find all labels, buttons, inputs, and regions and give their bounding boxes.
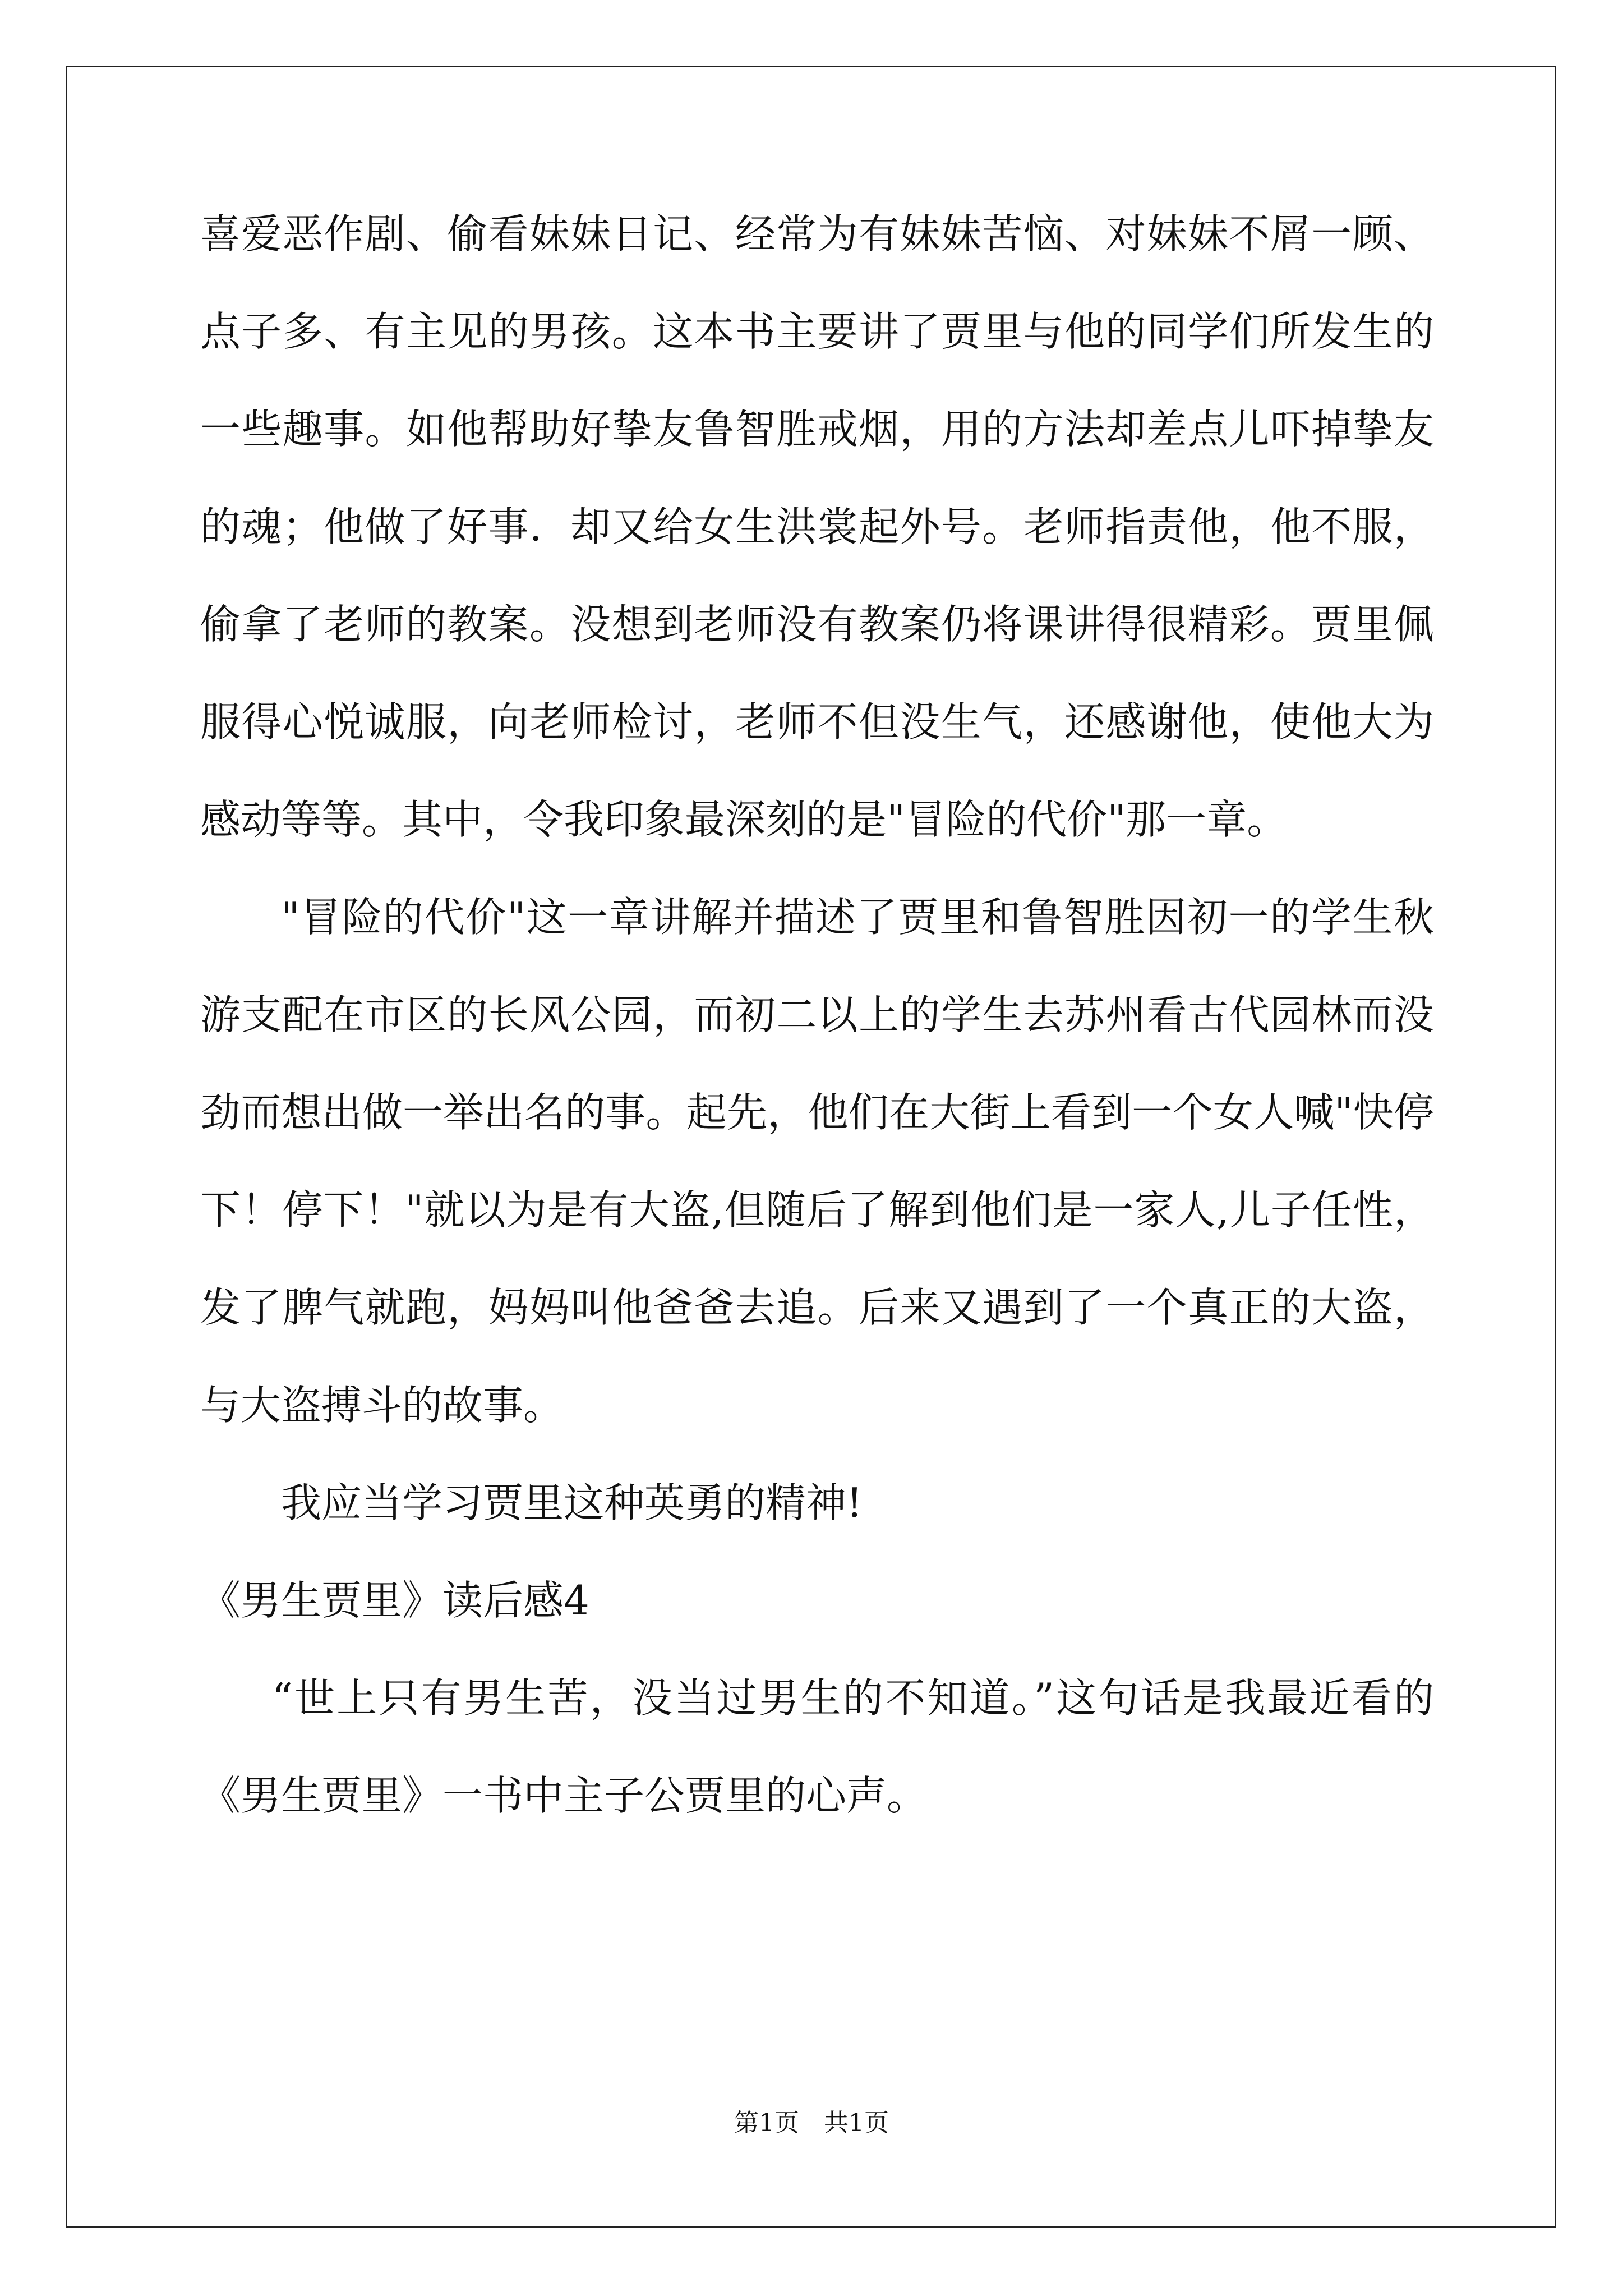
document-body	[200, 185, 1434, 1844]
paragraph-quote: “世上只有男生苦，没当过男生的不知道。”这句话是我最近看的《男生贾里》一书中主子公贾里的心声。	[200, 1674, 1434, 1819]
page-footer: 第1页 共1页	[734, 2109, 889, 2137]
paragraph-adventure-cost: "冒险的代价"这一章讲解并描述了贾里和鲁智胜因初一的学生秋游支配在市区的长风公园，而初二以上的学生去苏州看古代园林而没劲而想出做一举出名的事。起先，他们在大街上看到一个女人喊"快停下！停下！"就以为是有大盗,但随后了解到他们是一家人,儿子任性，发了脾气就跑，妈妈叫他爸爸去追。后来又遇到了一个真正的大盗，与大盗搏斗的故事。	[200, 894, 1434, 1429]
paragraph-continuation: 喜爱恶作剧、偷看妹妹日记、经常为有妹妹苦恼、对妹妹不屑一顾、点子多、有主见的男孩。这本书主要讲了贾里与他的同学们所发生的一些趣事。如他帮助好挚友鲁智胜戒烟，用的方法却差点儿吓掉挚友的魂；他做了好事．却又给女生洪裳起外号。老师指责他，他不服，偷拿了老师的教案。没想到老师没有教案仍将课讲得很精彩。贾里佩服得心悦诚服，向老师检讨，老师不但没生气，还感谢他，使他大为感动等等。其中，令我印象最深刻的是"冒险的代价"那一章。	[200, 210, 1434, 843]
paragraph-conclusion: 我应当学习贾里这种英勇的精神!	[281, 1479, 863, 1526]
section-heading: 《男生贾里》读后感4	[200, 1577, 589, 1624]
